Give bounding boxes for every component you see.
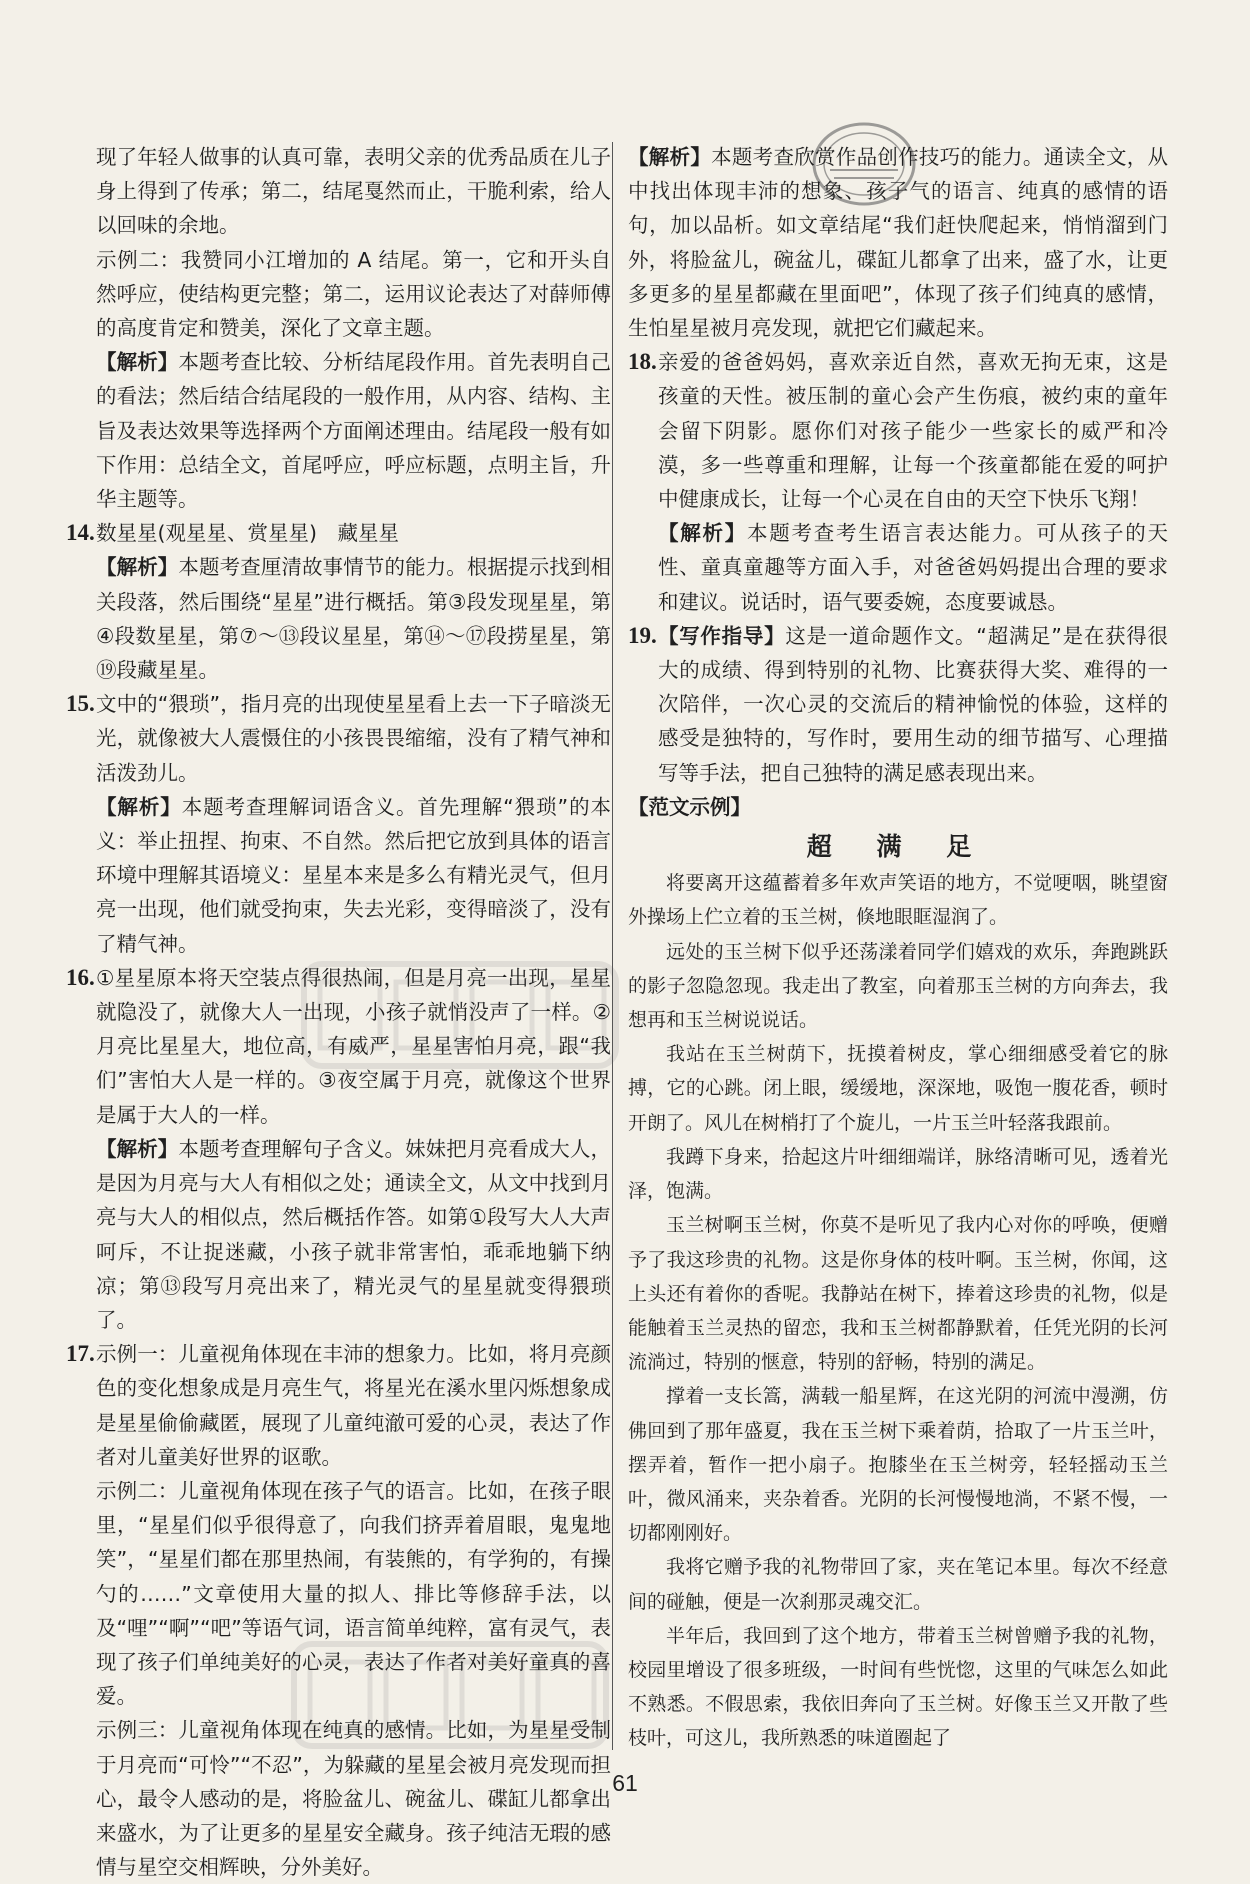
q16-analysis bbox=[96, 1132, 611, 1337]
question-19 bbox=[628, 619, 1168, 790]
analysis-text: 本题考查厘清故事情节的能力。根据提示找到相关段落，然后围绕“星星”进行概括。第③段发现星星，第④段数星星，第⑦～⑬段议星星，第⑭～⑰段捞星星，第⑲段藏星星。 bbox=[96, 555, 612, 683]
analysis-tag: 【解析】 bbox=[96, 1136, 179, 1161]
analysis-tag: 【解析】 bbox=[628, 145, 712, 169]
writing-guide-text: 这是一道命题作文。“超满足”是在获得很大的成绩、得到特别的礼物、比赛获得大奖、难得的一次陪伴，一次心灵的交流后的精神愉悦的体验，这样的感受是独特的，写作时，要用生动的细节描写、心理描写等手法，把自己独特的满足感表现出来。 bbox=[658, 623, 1168, 785]
q14-analysis bbox=[96, 550, 611, 687]
analysis-text: 本题考查理解句子含义。妹妹把月亮看成大人，是因为月亮与大人有相似之处；通读全文，从文中找到月亮与大人的相似点，然后概括作答。如第①段写大人大声呵斥，不让捉迷藏，小孩子就非常害怕，乖乖地躺下纳凉；第⑬段写月亮出来了，精光灵气的星星就变得猥琐了。 bbox=[96, 1136, 612, 1332]
essay-paragraph: 远处的玉兰树下似乎还荡漾着同学们嬉戏的欢乐，奔跑跳跃的影子忽隐忽现。我走出了教室，向着那玉兰树的方向奔去，我想再和玉兰树说说话。 bbox=[628, 940, 1168, 1032]
question-number: 16. bbox=[66, 964, 95, 990]
q18-analysis bbox=[658, 516, 1168, 619]
essay-title: 超 满 足 bbox=[806, 832, 990, 862]
q14-answer: 数星星(观星星、赏星星) 藏星星 bbox=[96, 521, 399, 546]
question-17 bbox=[66, 1337, 611, 1884]
writing-guide-tag: 【写作指导】 bbox=[658, 623, 786, 648]
question-15 bbox=[66, 687, 611, 961]
q16-answer: ①星星原本将天空装点得很热闹，但是月亮一出现，星星就隐没了，就像大人一出现，小孩子就悄没声了一样。②月亮比星星大，地位高，有威严，星星害怕月亮，跟“我们”害怕大人是一样的。③夜空属于月亮，就像这个世界是属于大人的一样。 bbox=[96, 965, 611, 1127]
q15-answer: 文中的“猥琐”，指月亮的出现使星星看上去一下子暗淡无光，就像被大人震慑住的小孩畏畏缩缩，没有了精气神和活泼劲儿。 bbox=[96, 692, 611, 785]
essay-paragraph: 将要离开这蕴蓄着多年欢声笑语的地方，不觉哽咽，眺望窗外操场上伫立着的玉兰树，倏地眼眶湿润了。 bbox=[628, 872, 1168, 929]
essay-paragraph: 我将它赠予我的礼物带回了家，夹在笔记本里。每次不经意间的碰触，便是一次刹那灵魂交汇。 bbox=[628, 1556, 1168, 1613]
page-number: 61 bbox=[612, 1770, 638, 1796]
essay-paragraph: 我站在玉兰树荫下，抚摸着树皮，掌心细细感受着它的脉搏，它的心跳。闭上眼，缓缓地，深深地，吸饱一腹花香，顿时开朗了。风儿在树梢打了个旋儿，一片玉兰叶轻落我跟前。 bbox=[628, 1043, 1168, 1134]
q18-answer: 亲爱的爸爸妈妈，喜欢亲近自然，喜欢无拘无束，这是孩童的天性。被压制的童心会产生伤痕，被约束的童年会留下阴影。愿你们对孩子能少一些家长的威严和冷漠，多一些尊重和理解，让每一个孩童都能在爱的呵护中健康成长，让每一个心灵在自由的天空下快乐飞翔！ bbox=[658, 350, 1168, 512]
question-number: 14. bbox=[66, 520, 95, 546]
analysis-tag: 【解析】 bbox=[658, 521, 747, 546]
analysis-tag: 【解析】 bbox=[96, 555, 179, 580]
q13-answer-continued: 现了年轻人做事的认真可靠，表明父亲的优秀品质在儿子身上得到了传承；第二，结尾戛然而止，干脆利索，给人以回味的余地。 bbox=[96, 145, 611, 238]
column-divider bbox=[612, 142, 613, 1750]
question-16 bbox=[66, 961, 611, 1337]
q17-example-one: 示例一：儿童视角体现在丰沛的想象力。比如，将月亮颜色的变化想象成是月亮生气，将星光在溪水里闪烁想象成是星星偷偷藏匿，展现了儿童纯澈可爱的心灵，表达了作者对儿童美好世界的讴歌。 bbox=[96, 1342, 611, 1469]
essay-paragraph: 玉兰树啊玉兰树，你莫不是听见了我内心对你的呼唤，便赠予了我这珍贵的礼物。这是你身体的枝叶啊。玉兰树，你闻，这上头还有着你的香呢。我静站在树下，捧着这珍贵的礼物，似是能触着玉兰灵热的留恋，我和玉兰树都静默着，任凭光阴的长河流淌过，特别的惬意，特别的舒畅，特别的满足。 bbox=[628, 1214, 1168, 1374]
q17-example-two: 示例二：儿童视角体现在孩子气的语言。比如，在孩子眼里，“星星们似乎很得意了，向我们挤弄着眉眼，鬼鬼地笑”，“星星们都在那里热闹，有装熊的，有学狗的，有操勺的……”文章使用大量的拟人、排比等修辞手法，以及“哩”“啊”“吧”等语气词，语言简单纯粹，富有灵气，表现了孩子们单纯美好的心灵，表达了作者对美好童真的喜爱。 bbox=[96, 1478, 611, 1709]
question-number: 17. bbox=[66, 1341, 95, 1367]
question-number: 15. bbox=[66, 691, 95, 717]
sample-essay-label bbox=[628, 790, 1168, 824]
analysis-text: 本题考查欣赏作品创作技巧的能力。通读全文，从中找出体现丰沛的想象、孩子气的语言、纯真的感情的语句，加以品析。如文章结尾“我们赶快爬起来，悄悄溜到门外，将脸盆儿，碗盆儿，碟缸儿都拿了出来，盛了水，让更多更多的星星都藏在里面吧”，体现了孩子们纯真的感情，生怕星星被月亮发现，就把它们藏起来。 bbox=[628, 145, 1169, 341]
analysis-tag: 【解析】 bbox=[96, 350, 179, 375]
q19-writing-guide bbox=[658, 619, 1168, 790]
essay-paragraph: 撑着一支长篙，满载一船星辉，在这光阴的河流中漫溯，仿佛回到了那年盛夏，我在玉兰树下乘着荫，拾取了一片玉兰叶，摆弄着，暂作一把小扇子。抱膝坐在玉兰树旁，轻轻摇动玉兰叶，微风涌来，夹杂着香。光阴的长河慢慢地淌，不紧不慢，一切都刚刚好。 bbox=[628, 1385, 1168, 1545]
analysis-text: 本题考查理解词语含义。首先理解“猥琐”的本义：举止扭捏、拘束、不自然。然后把它放到具体的语言环境中理解其语境义：星星本来是多么有精光灵气，但月亮一出现，他们就受拘束，失去光彩，变得暗淡了，没有了精气神。 bbox=[96, 794, 612, 956]
right-column bbox=[628, 140, 1168, 1756]
analysis-tag: 【解析】 bbox=[96, 794, 182, 819]
sample-essay-tag: 【范文示例】 bbox=[628, 794, 751, 819]
q13-analysis bbox=[66, 345, 611, 516]
analysis-text: 本题考查比较、分析结尾段作用。首先表明自己的看法；然后结合结尾段的一般作用，从内容、结构、主旨及表达效果等选择两个方面阐述理由。结尾段一般有如下作用：总结全文，首尾呼应，呼应标题，点明主旨，升华主题等。 bbox=[96, 350, 612, 512]
q15-analysis bbox=[96, 790, 611, 961]
essay-paragraph: 半年后，我回到了这个地方，带着玉兰树曾赠予我的礼物，校园里增设了很多班级，一时间有些恍惚，这里的气味怎么如此不熟悉。不假思索，我依旧奔向了玉兰树。好像玉兰又开散了些枝叶，可这儿，我所熟悉的味道圈起了 bbox=[628, 1624, 1168, 1750]
question-14 bbox=[66, 516, 611, 687]
q13-example-two: 示例二：我赞同小江增加的 A 结尾。第一，它和开头自然呼应，使结构更完整；第二，运用议论表达了对薛师傅的高度肯定和赞美，深化了文章主题。 bbox=[96, 247, 611, 341]
q17-analysis bbox=[628, 140, 1168, 345]
question-number: 18. bbox=[628, 349, 657, 375]
q17-example-three: 示例三：儿童视角体现在纯真的感情。比如，为星星受制于月亮而“可怜”“不忍”，为躲藏的星星会被月亮发现而担心，最令人感动的是，将脸盆儿、碗盆儿、碟缸儿都拿出来盛水，为了让更多的星星安全藏身。孩子纯洁无瑕的感情与星空交相辉映，分外美好。 bbox=[96, 1718, 611, 1880]
analysis-text: 本题考查考生语言表达能力。可从孩子的天性、童真童趣等方面入手，对爸爸妈妈提出合理的要求和建议。说话时，语气要委婉，态度要诚恳。 bbox=[658, 521, 1168, 614]
left-column bbox=[66, 140, 611, 1884]
essay-paragraph: 我蹲下身来，拾起这片叶细细端详，脉络清晰可见，透着光泽，饱满。 bbox=[628, 1145, 1168, 1203]
question-18 bbox=[628, 345, 1168, 619]
question-number: 19. bbox=[628, 622, 657, 648]
